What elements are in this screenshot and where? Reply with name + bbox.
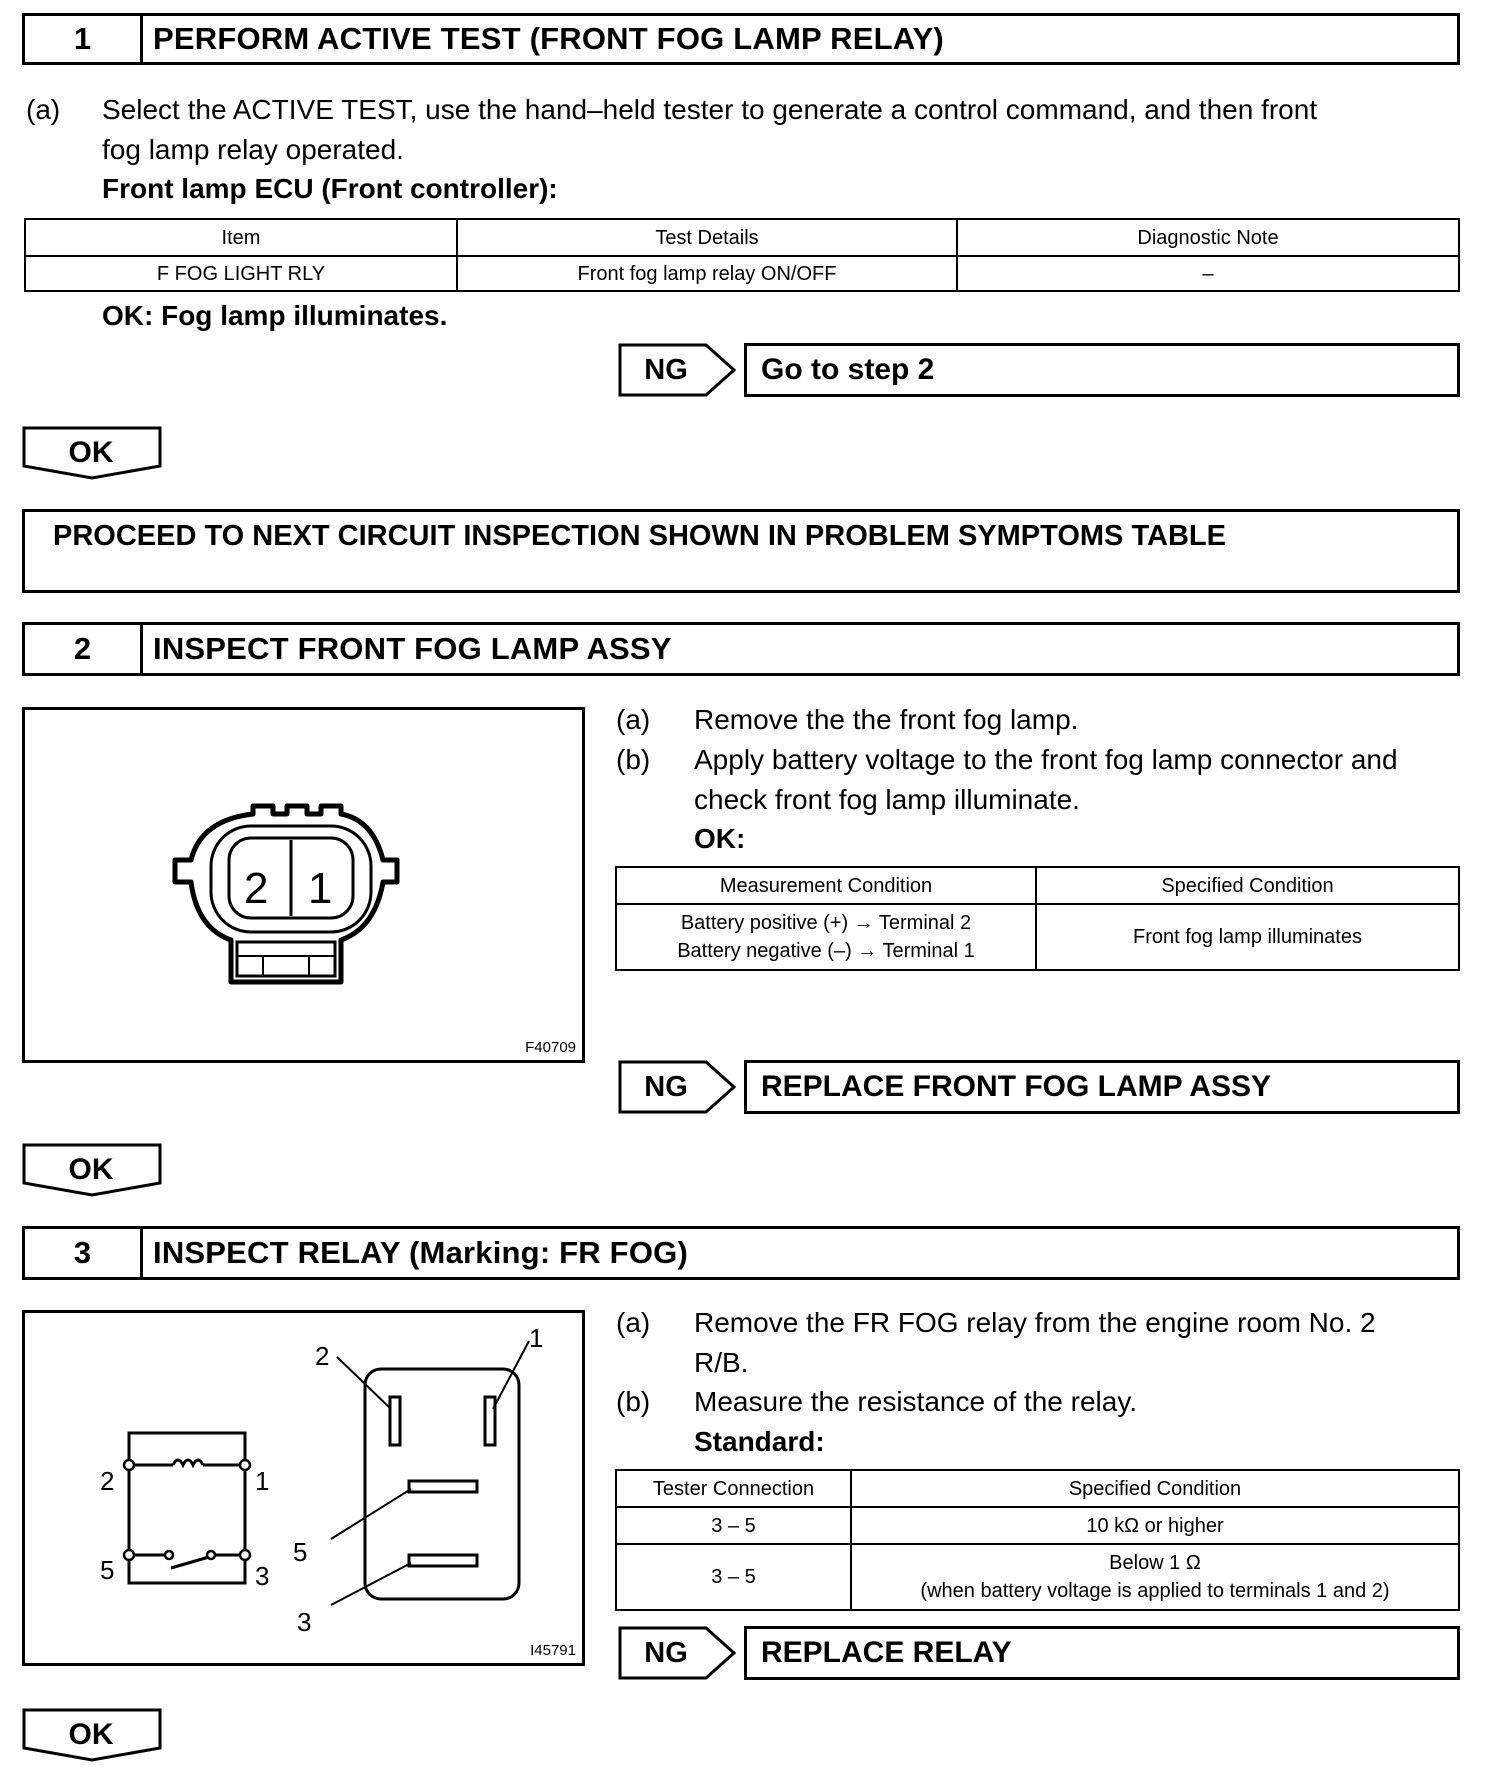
step1-ok-tag bbox=[22, 426, 164, 480]
step1-a-line1: Select the ACTIVE TEST, use the hand–held tester to generate a control command, and then front bbox=[102, 94, 1318, 125]
cond-line: Battery positive (+) → Terminal 2 bbox=[680, 912, 972, 934]
spec-line: Below 1 Ω bbox=[1109, 1552, 1201, 1574]
step3-title: INSPECT RELAY (Marking: FR FOG) bbox=[153, 1235, 688, 1270]
step2-number: 2 bbox=[25, 625, 143, 673]
step3-figure bbox=[22, 1310, 585, 1666]
spec-line: (when battery voltage is applied to terminals 1 and 2) bbox=[920, 1580, 1390, 1602]
ng-label: NG bbox=[644, 1070, 688, 1103]
step1-number: 1 bbox=[25, 16, 143, 62]
step1-active-test-table bbox=[24, 218, 1460, 292]
table-header: Tester Connection bbox=[616, 1470, 851, 1507]
table-cell bbox=[616, 904, 1036, 970]
ok-label: OK bbox=[68, 436, 114, 469]
step2-ok-tag bbox=[22, 1143, 164, 1197]
step3-resistance-table bbox=[615, 1469, 1460, 1611]
step2-figure bbox=[22, 707, 585, 1063]
connector-terminal-1-label: 1 bbox=[308, 864, 333, 913]
figure-code: I45791 bbox=[530, 1642, 576, 1659]
step3-a-line2: R/B. bbox=[694, 1347, 749, 1378]
step1-a-line2: fog lamp relay operated. bbox=[102, 134, 404, 165]
step2-ng-action: REPLACE FRONT FOG LAMP ASSY bbox=[744, 1060, 1460, 1114]
schematic-terminal-2-label: 2 bbox=[100, 1466, 115, 1496]
relay-terminal-2-label: 2 bbox=[315, 1341, 330, 1371]
connector-terminal-2-label: 2 bbox=[244, 864, 269, 913]
step2-ng-tag bbox=[618, 1060, 736, 1114]
table-cell: 3 – 5 bbox=[616, 1544, 851, 1610]
step1-ng-tag bbox=[618, 343, 736, 397]
step3-a-marker: (a) bbox=[616, 1307, 651, 1338]
step3-a-line1: Remove the FR FOG relay from the engine room No. 2 bbox=[694, 1307, 1376, 1338]
step2-b-marker: (b) bbox=[616, 744, 651, 775]
table-cell: F FOG LIGHT RLY bbox=[25, 256, 457, 291]
table-cell: Front fog lamp relay ON/OFF bbox=[457, 256, 957, 291]
table-cell bbox=[851, 1544, 1459, 1610]
step1-ok-criteria: OK: Fog lamp illuminates. bbox=[102, 300, 448, 331]
schematic-terminal-5-label: 5 bbox=[100, 1555, 115, 1585]
step1-title: PERFORM ACTIVE TEST (FRONT FOG LAMP RELAY) bbox=[153, 21, 944, 56]
step3-header bbox=[22, 1226, 1460, 1280]
step3-ok-tag bbox=[22, 1708, 164, 1762]
table-header: Measurement Condition bbox=[616, 867, 1036, 904]
step1-header bbox=[22, 13, 1460, 65]
step3-ng-tag bbox=[618, 1626, 736, 1680]
ng-label: NG bbox=[644, 1636, 688, 1669]
cond-line: Battery negative (–) → Terminal 1 bbox=[677, 940, 975, 962]
schematic-terminal-3-label: 3 bbox=[255, 1561, 270, 1591]
table-header: Specified Condition bbox=[1036, 867, 1459, 904]
step2-condition-table bbox=[615, 866, 1460, 971]
fog-lamp-connector-icon bbox=[25, 710, 582, 1060]
step2-title: INSPECT FRONT FOG LAMP ASSY bbox=[153, 631, 672, 666]
step1-ecu-label: Front lamp ECU (Front controller): bbox=[102, 173, 558, 204]
table-cell: 10 kΩ or higher bbox=[851, 1507, 1459, 1544]
step1-a-marker: (a) bbox=[26, 94, 61, 125]
relay-terminal-5-label: 5 bbox=[293, 1537, 308, 1567]
step3-b-text: Measure the resistance of the relay. bbox=[694, 1386, 1138, 1417]
ok-label: OK bbox=[68, 1153, 114, 1186]
step2-ok-heading: OK: bbox=[694, 823, 746, 854]
step3-number: 3 bbox=[25, 1229, 143, 1277]
relay-terminal-3-label: 3 bbox=[297, 1607, 312, 1637]
step1-ng-action: Go to step 2 bbox=[744, 343, 1460, 397]
step3-standard-heading: Standard: bbox=[694, 1426, 825, 1457]
step3-ng-action: REPLACE RELAY bbox=[744, 1626, 1460, 1680]
step2-a-marker: (a) bbox=[616, 704, 651, 735]
ok-label: OK bbox=[68, 1718, 114, 1751]
table-header: Specified Condition bbox=[851, 1470, 1459, 1507]
step2-header bbox=[22, 622, 1460, 676]
schematic-terminal-1-label: 1 bbox=[255, 1466, 270, 1496]
proceed-box bbox=[22, 509, 1460, 593]
step2-b-line1: Apply battery voltage to the front fog lamp connector and bbox=[694, 744, 1398, 775]
table-header: Item bbox=[25, 219, 457, 256]
ng-label: NG bbox=[644, 353, 688, 386]
table-header: Diagnostic Note bbox=[957, 219, 1459, 256]
table-cell: Front fog lamp illuminates bbox=[1036, 904, 1459, 970]
step2-a-text: Remove the the front fog lamp. bbox=[694, 704, 1079, 735]
step2-b-line2: check front fog lamp illuminate. bbox=[694, 784, 1080, 815]
proceed-text: PROCEED TO NEXT CIRCUIT INSPECTION SHOWN IN PROBLEM SYMPTOMS TABLE bbox=[53, 520, 1226, 552]
relay-terminal-1-label: 1 bbox=[529, 1323, 544, 1353]
table-header: Test Details bbox=[457, 219, 957, 256]
table-cell: 3 – 5 bbox=[616, 1507, 851, 1544]
table-cell: – bbox=[957, 256, 1459, 291]
step3-b-marker: (b) bbox=[616, 1386, 651, 1417]
figure-code: F40709 bbox=[525, 1039, 576, 1056]
